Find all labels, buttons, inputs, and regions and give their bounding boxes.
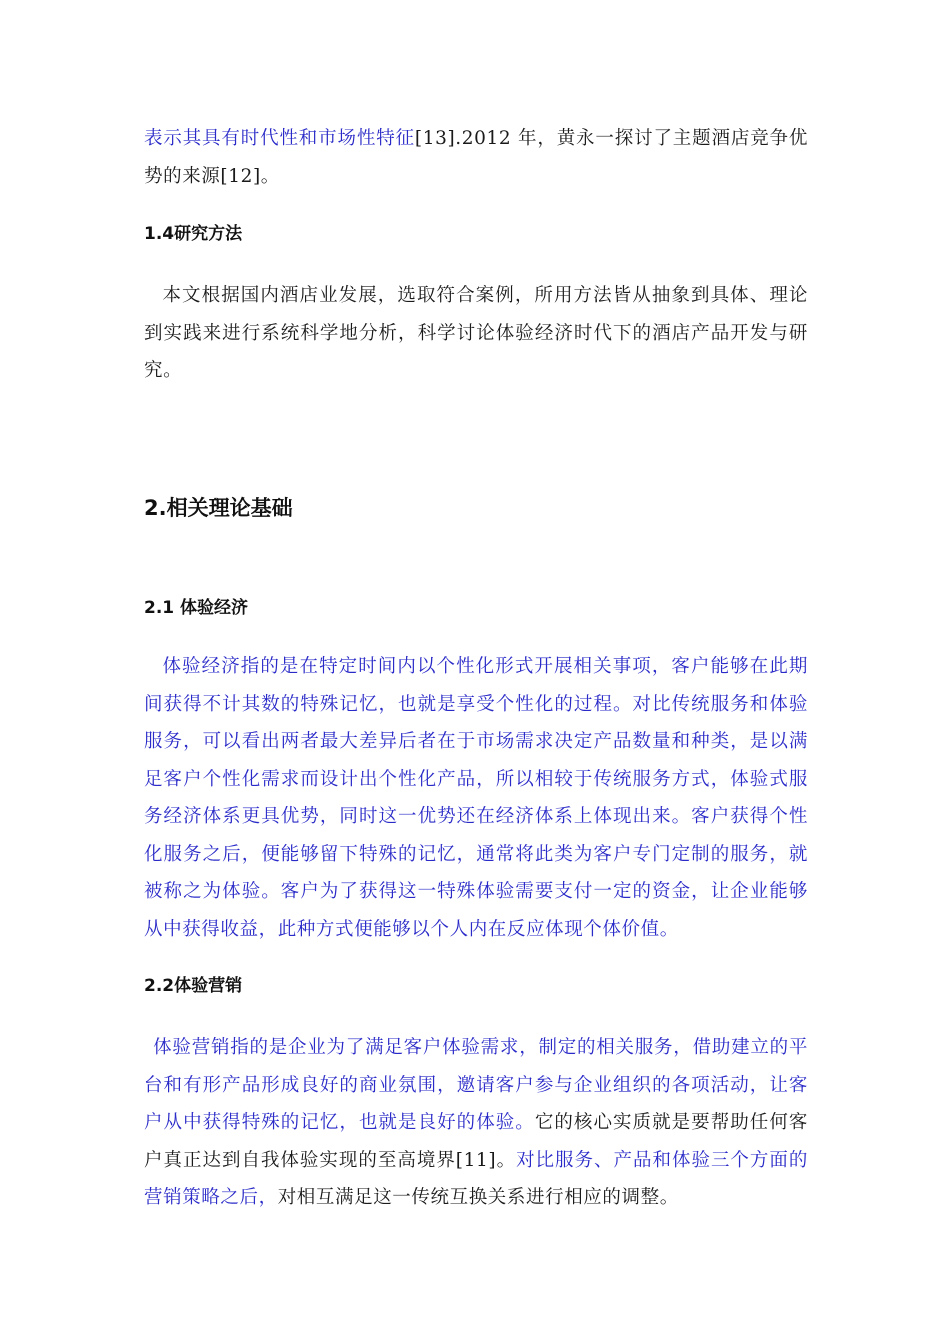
section-2-2-text-c: 对比服务、产品和体验三个方面的营销策略之后，	[144, 1149, 808, 1208]
section-2-1-body	[144, 648, 808, 948]
intro-text: [13].2012 年，黄永一探讨了主题酒店竞争优势的来源[12]。	[144, 128, 808, 187]
section-2-1-text: 体验经济指的是在特定时间内以个性化形式开展相关事项，客户能够在此期间获得不计其数的特殊记忆，也就是享受个性化的过程。对比传统服务和体验服务，可以看出两者最大差异后者在于市场需求决定产品数量和种类，是以满足客户个性化需求而设计出个性化产品，所以相较于传统服务方式，体验式服务经济体系更具优势，同时这一优势还在经济体系上体现出来。客户获得个性化服务之后，便能够留下特殊的记忆，通常将此类为客户专门定制的服务，就被称之为体验。客户为了获得这一特殊体验需要支付一定的资金，让企业能够从中获得收益，此种方式便能够以个人内在反应体现个体价值。	[144, 656, 808, 940]
section-1-4-text: 本文根据国内酒店业发展，选取符合案例，所用方法皆从抽象到具体、理论到实践来进行系统科学地分析，科学讨论体验经济时代下的酒店产品开发与研究。	[144, 285, 808, 381]
section-1-4-title: 1.4研究方法	[144, 224, 243, 244]
section-2-2-text-d: 对相互满足这一传统互换关系进行相应的调整。	[277, 1187, 679, 1208]
intro-text-highlight: 表示其具有时代性和市场性特征	[144, 128, 415, 149]
section-2-2-text-b: 它的核心实质就是要帮助任何客户真正达到自我体验实现的至高境界[11]。	[144, 1112, 808, 1171]
section-2-1-title: 2.1 体验经济	[144, 598, 249, 618]
section-2-title: 2.相关理论基础	[144, 496, 293, 520]
section-1-4-body	[144, 277, 808, 390]
intro-paragraph	[144, 120, 808, 195]
section-2-2-title: 2.2体验营销	[144, 976, 243, 996]
section-2-2-text-a: 体验营销指的是企业为了满足客户体验需求，制定的相关服务，借助建立的平台和有形产品形成良好的商业氛围，邀请客户参与企业组织的各项活动，让客户从中获得特殊的记忆，也就是良好的体验。	[144, 1037, 808, 1133]
section-2-2-body	[144, 1029, 808, 1217]
